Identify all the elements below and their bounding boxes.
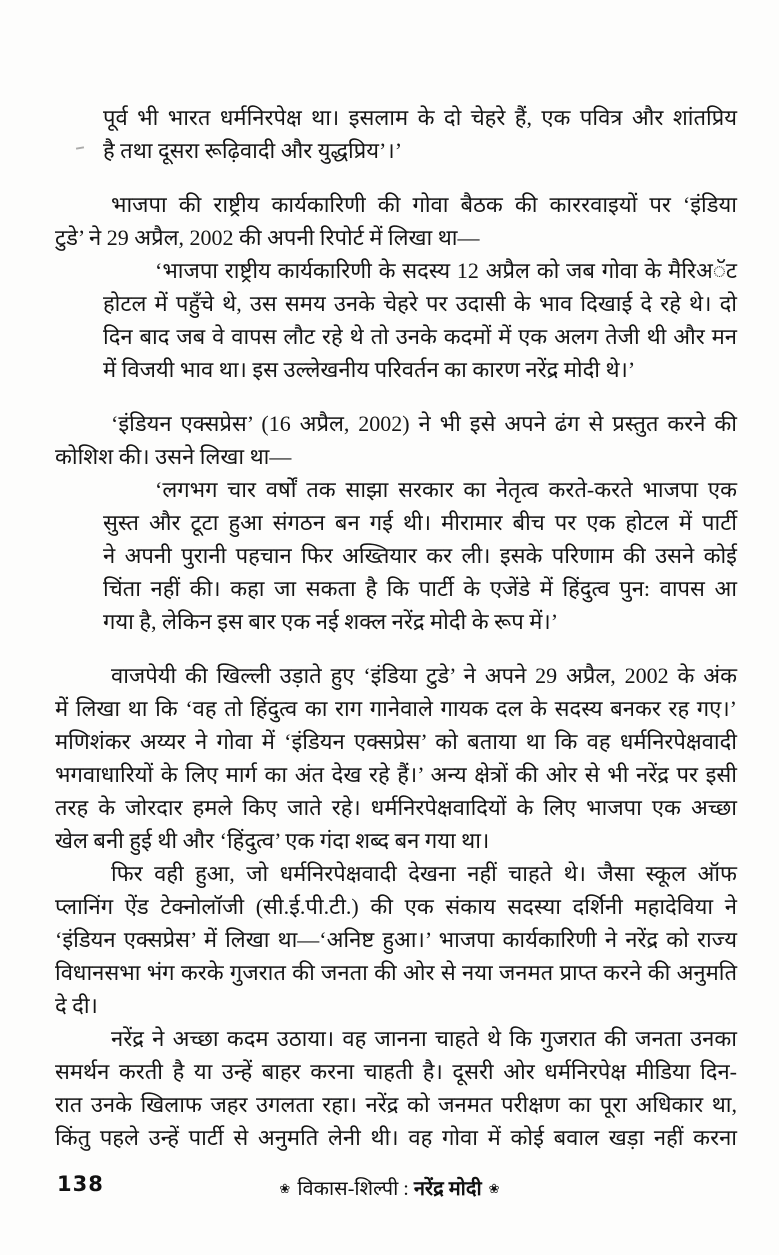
paragraph-cept (55, 857, 737, 1022)
paragraph-india-today (55, 188, 737, 254)
text-line: भगवाधारियों के लिए मार्ग का अंत देख रहे हैं।’ अन्य क्षेत्रों की ओर से भी नरेंद्र पर इसी (55, 762, 737, 787)
running-title-regular: विकास-शिल्पी : (297, 1178, 409, 1200)
text-line: दिन बाद जब वे वापस लौट रहे थे तो उनके कदमों में एक अलग तेजी थी और मन (103, 324, 737, 349)
text-line: ‘इंडियन एक्सप्रेस’ में लिखा था—‘अनिष्ट हुआ।’ भाजपा कार्यकारिणी ने नरेंद्र को राज्य (55, 927, 737, 952)
text-line: होटल में पहुँचे थे, उस समय उनके चेहरे पर उदासी के भाव दिखाई दे रहे थे। दो (103, 291, 737, 316)
text-line: चिंता नहीं की। कहा जा सकता है कि पार्टी के एजेंडे में हिंदुत्व पुन: वापस आ (103, 576, 737, 601)
text-line: भाजपा की राष्ट्रीय कार्यकारिणी की गोवा बैठक की काररवाइयों पर ‘इंडिया (111, 192, 737, 217)
running-title-bold: नरेंद्र मोदी (413, 1178, 482, 1200)
text-line: मणिशंकर अय्यर ने गोवा में ‘इंडियन एक्सप्रेस’ को बताया था कि वह धर्मनिरपेक्षवादी (55, 729, 737, 754)
flower-ornament-icon: ❀ (488, 1181, 500, 1196)
text-line: सुस्त और टूटा हुआ संगठन बन गई थी। मीरामार बीच पर एक होटल में पार्टी (103, 510, 737, 535)
text-line: समर्थन करती है या उन्हें बाहर करना चाहती है। दूसरी ओर धर्मनिरपेक्ष मीडिया दिन- (55, 1059, 737, 1084)
text-line: रात उनके खिलाफ जहर उगलता रहा। नरेंद्र को जनमत परीक्षण का पूरा अधिकार था, (55, 1092, 737, 1117)
text-line: फिर वही हुआ, जो धर्मनिरपेक्षवादी देखना नहीं चाहते थे। जैसा स्कूल ऑफ (111, 861, 737, 886)
text-line: ‘लगभग चार वर्षों तक साझा सरकार का नेतृत्व करते-करते भाजपा एक (155, 477, 737, 502)
text-line: दे दी। (55, 993, 98, 1018)
text-line: टुडे’ ने 29 अप्रैल, 2002 की अपनी रिपोर्ट में लिखा था— (55, 225, 480, 250)
text-line: ‘इंडियन एक्सप्रेस’ (16 अप्रैल, 2002) ने भी इसे अपने ढंग से प्रस्तुत करने की (111, 411, 737, 436)
text-line: तरह के जोरदार हमले किए जाते रहे। धर्मनिरपेक्षवादियों के लिए भाजपा एक अच्छा (55, 795, 737, 820)
quote-block-indian-express (103, 473, 737, 638)
text-line: प्लानिंग ऐंड टेक्नोलॉजी (सी.ई.पी.टी.) की एक संकाय सदस्या दर्शिनी महादेविया ने (55, 894, 737, 919)
running-footer (0, 1174, 779, 1201)
text-line: पूर्व भी भारत धर्मनिरपेक्ष था। इसलाम के दो चेहरे हैं, एक पवित्र और शांतप्रिय (103, 105, 737, 130)
text-line: किंतु पहले उन्हें पार्टी से अनुमति लेनी थी। वह गोवा में कोई बवाल खड़ा नहीं करना (55, 1125, 737, 1150)
text-line: वाजपेयी की खिल्ली उड़ाते हुए ‘इंडिया टुडे’ ने अपने 29 अप्रैल, 2002 के अंक (111, 663, 737, 688)
text-line: में लिखा था कि ‘वह तो हिंदुत्व का राग गानेवाले गायक दल के सदस्य बनकर रह गए।’ (55, 696, 737, 721)
text-line: ने अपनी पुरानी पहचान फिर अख्तियार कर ली। इसके परिणाम की उसने कोई (103, 543, 737, 568)
page-number: 138 (57, 1172, 104, 1196)
text-line: खेल बनी हुई थी और ‘हिंदुत्व’ एक गंदा शब्द बन गया था। (55, 828, 490, 853)
paragraph-indian-express (55, 407, 737, 473)
paragraph-narendra-step (55, 1022, 737, 1154)
text-line: नरेंद्र ने अच्छा कदम उठाया। वह जानना चाहते थे कि गुजरात की जनता उनका (111, 1026, 737, 1051)
text-line: विधानसभा भंग करके गुजरात की जनता की ओर से नया जनमत प्राप्त करने की अनुमति (55, 960, 737, 985)
text-line: गया है, लेकिन इस बार एक नई शक्ल नरेंद्र मोदी के रूप में।’ (103, 609, 559, 634)
text-line: है तथा दूसरा रूढ़िवादी और युद्धप्रिय’।’ (103, 138, 403, 163)
text-line: में विजयी भाव था। इस उल्लेखनीय परिवर्तन का कारण नरेंद्र मोदी थे।’ (103, 357, 636, 382)
text-line: कोशिश की। उसने लिखा था— (55, 444, 292, 469)
paragraph-vajpayee (55, 659, 737, 857)
quote-block-india-today (103, 254, 737, 386)
quote-block-continuation (103, 101, 737, 167)
page-text (55, 101, 737, 1154)
flower-ornament-icon: ❀ (279, 1181, 291, 1196)
text-line: ‘भाजपा राष्ट्रीय कार्यकारिणी के सदस्य 12 अप्रैल को जब गोवा के मैरिअॅट (155, 258, 737, 283)
